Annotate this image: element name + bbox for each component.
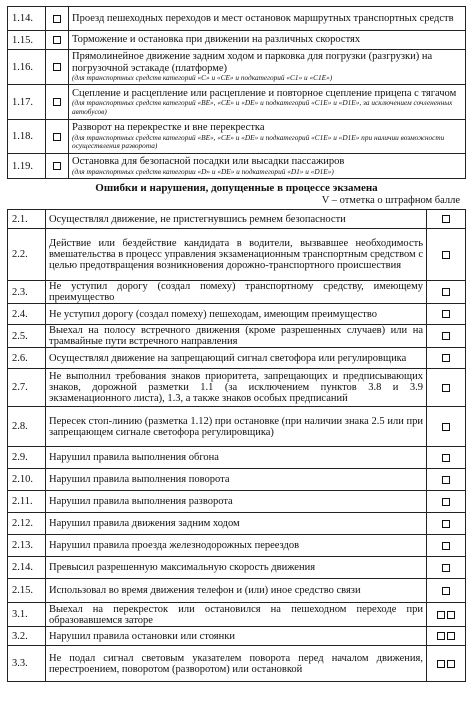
penalty-checkbox-cell — [427, 325, 466, 348]
maneuver-number: 1.16. — [8, 50, 46, 85]
error-number: 2.8. — [8, 407, 46, 447]
maneuver-description — [69, 7, 466, 31]
error-description: Не уступил дорогу (создал помеху) транспортному средству, имеющему преимущество — [46, 281, 427, 304]
maneuver-text: Остановка для безопасной посадки или высадки пассажиров — [72, 156, 345, 167]
error-number: 2.9. — [8, 447, 46, 469]
error-number: 2.11. — [8, 491, 46, 513]
error-row — [8, 348, 466, 369]
penalty-checkbox[interactable] — [447, 660, 455, 668]
maneuver-note: (для транспортных средств категорий «С» и «СЕ» и подкатегорий «С1» и «С1Е») — [72, 73, 333, 83]
maneuver-checkbox[interactable] — [53, 162, 61, 170]
maneuver-text: Прямолинейное движение задним ходом и парковка для погрузки (разгрузки) на погрузочной эстакаде (платформе) — [72, 51, 433, 74]
error-description: Не выполнил требования знаков приоритета, запрещающих и предписывающих знаков, дорожной разметки 1.1 (за исключением пунктов 3.8 и 3.9 экзаменационного листа), 1.3, а также знаков особых предписаний — [46, 369, 427, 407]
penalty-checkbox[interactable] — [437, 660, 445, 668]
error-number: 2.12. — [8, 513, 46, 535]
error-row — [8, 469, 466, 491]
error-number: 2.3. — [8, 281, 46, 304]
penalty-checkbox-cell — [427, 281, 466, 304]
maneuver-number: 1.14. — [8, 7, 46, 31]
error-row — [8, 407, 466, 447]
maneuver-checkbox[interactable] — [53, 133, 61, 141]
penalty-checkbox-cell — [427, 229, 466, 281]
error-description: Использовал во время движения телефон и (или) иное средство связи — [46, 579, 427, 603]
penalty-checkbox[interactable] — [442, 476, 450, 484]
error-description: Выехал на перекресток или остановился на пешеходном переходе при образовавшемся заторе — [46, 603, 427, 627]
exam-sheet — [7, 6, 466, 682]
maneuver-note: (для транспортных средств категорий «ВЕ», «СЕ» и «DE» и подкатегорий «С1Е» и «D1Е» при наличии возможности осуществления разворота) — [72, 132, 445, 151]
penalty-legend: V – отметка о штрафном балле — [321, 195, 460, 206]
maneuver-number: 1.15. — [8, 31, 46, 50]
penalty-checkbox-cell — [427, 369, 466, 407]
penalty-checkbox[interactable] — [447, 611, 455, 619]
penalty-checkbox[interactable] — [442, 310, 450, 318]
maneuver-row — [8, 85, 466, 120]
penalty-checkbox[interactable] — [442, 288, 450, 296]
error-number: 2.2. — [8, 229, 46, 281]
maneuver-checkbox-cell — [46, 120, 69, 154]
maneuver-number: 1.19. — [8, 154, 46, 179]
penalty-checkbox[interactable] — [442, 215, 450, 223]
error-number: 2.4. — [8, 304, 46, 325]
maneuvers-table — [7, 6, 466, 179]
error-number: 2.10. — [8, 469, 46, 491]
error-description: Не подал сигнал световым указателем поворота перед началом движения, перестроением, поворотом (разворотом) или остановкой — [46, 646, 427, 682]
error-description: Нарушил правила движения задним ходом — [46, 513, 427, 535]
error-description: Нарушил правила выполнения поворота — [46, 469, 427, 491]
error-row — [8, 513, 466, 535]
maneuver-checkbox-cell — [46, 154, 69, 179]
penalty-checkbox-cell — [427, 535, 466, 557]
error-number: 2.7. — [8, 369, 46, 407]
error-description: Пересек стоп-линию (разметка 1.12) при остановке (при наличии знака 2.5 или при запрещающем сигнале светофора регулировщика) — [46, 407, 427, 447]
error-description: Осуществлял движение, не пристегнувшись ремнем безопасности — [46, 210, 427, 229]
penalty-checkbox-cell — [427, 491, 466, 513]
maneuver-text: Торможение и остановка при движении на различных скоростях — [72, 34, 361, 46]
error-row — [8, 210, 466, 229]
penalty-checkbox[interactable] — [442, 384, 450, 392]
maneuver-description — [69, 120, 466, 154]
penalty-checkbox-cell — [427, 579, 466, 603]
maneuver-checkbox-cell — [46, 85, 69, 120]
error-row — [8, 325, 466, 348]
penalty-checkbox[interactable] — [442, 564, 450, 572]
error-description: Выехал на полосу встречного движения (кроме разрешенных случаев) или на трамвайные пути встречного направления — [46, 325, 427, 348]
error-row — [8, 369, 466, 407]
maneuver-checkbox-cell — [46, 31, 69, 50]
maneuver-checkbox-cell — [46, 50, 69, 85]
maneuver-description — [69, 154, 466, 179]
penalty-checkbox[interactable] — [437, 632, 445, 640]
error-number: 3.2. — [8, 627, 46, 646]
error-number: 2.15. — [8, 579, 46, 603]
penalty-checkbox[interactable] — [442, 520, 450, 528]
penalty-checkbox-cell — [427, 603, 466, 627]
error-description: Нарушил правила остановки или стоянки — [46, 627, 427, 646]
section-title: Ошибки и нарушения, допущенные в процессе экзамена — [95, 182, 378, 194]
penalty-checkbox-cell — [427, 304, 466, 325]
error-description: Превысил разрешенную максимальную скорость движения — [46, 557, 427, 579]
penalty-checkbox[interactable] — [442, 498, 450, 506]
penalty-checkbox-cell — [427, 627, 466, 646]
penalty-checkbox[interactable] — [442, 542, 450, 550]
penalty-checkbox-cell — [427, 513, 466, 535]
error-row — [8, 646, 466, 682]
penalty-checkbox[interactable] — [442, 251, 450, 259]
error-number: 3.1. — [8, 603, 46, 627]
penalty-checkbox[interactable] — [442, 454, 450, 462]
penalty-checkbox-cell — [427, 210, 466, 229]
maneuver-description — [69, 85, 466, 120]
error-number: 2.14. — [8, 557, 46, 579]
penalty-checkbox[interactable] — [442, 423, 450, 431]
maneuver-note: (для транспортных средств категорий «ВЕ», «СЕ» и «DE» и подкатегорий «С1Е» и «D1Е», за исключением сочлененных автобусов) — [72, 98, 453, 116]
error-row — [8, 557, 466, 579]
penalty-checkbox-cell — [427, 447, 466, 469]
error-number: 3.3. — [8, 646, 46, 682]
error-description: Не уступил дорогу (создал помеху) пешеходам, имеющим преимущество — [46, 304, 427, 325]
penalty-checkbox-cell — [427, 407, 466, 447]
error-row — [8, 491, 466, 513]
maneuver-checkbox[interactable] — [53, 36, 61, 44]
maneuver-text: Проезд пешеходных переходов и мест остановок маршрутных транспортных средств — [72, 12, 454, 24]
error-number: 2.1. — [8, 210, 46, 229]
maneuver-row — [8, 31, 466, 50]
maneuver-checkbox[interactable] — [53, 98, 61, 106]
error-row — [8, 447, 466, 469]
maneuver-checkbox-cell — [46, 7, 69, 31]
error-description: Нарушил правила проезда железнодорожных переездов — [46, 535, 427, 557]
penalty-checkbox[interactable] — [447, 632, 455, 640]
maneuver-text: Сцепление и расцепление или расцепление и повторное сцепление прицепа с тягачом — [72, 87, 457, 99]
penalty-checkbox[interactable] — [442, 587, 450, 595]
maneuver-number: 1.18. — [8, 120, 46, 154]
maneuver-checkbox[interactable] — [53, 15, 61, 23]
maneuver-row — [8, 50, 466, 85]
error-description: Нарушил правила выполнения обгона — [46, 447, 427, 469]
penalty-checkbox-cell — [427, 557, 466, 579]
penalty-checkbox[interactable] — [442, 354, 450, 362]
error-description: Действие или бездействие кандидата в водители, вызвавшее необходимость вмешательства в процесс управления экзаменационным транспортным средством с целью предотвращения возникновения дорожно-транспортного происшествия — [46, 229, 427, 281]
maneuver-row — [8, 154, 466, 179]
error-row — [8, 579, 466, 603]
maneuver-text: Разворот на перекрестке и вне перекрестка — [72, 122, 265, 134]
penalty-checkbox-cell — [427, 348, 466, 369]
maneuver-description — [69, 31, 466, 50]
penalty-checkbox[interactable] — [442, 332, 450, 340]
penalty-checkbox[interactable] — [437, 611, 445, 619]
error-number: 2.13. — [8, 535, 46, 557]
error-number: 2.5. — [8, 325, 46, 348]
maneuver-row — [8, 7, 466, 31]
penalty-checkbox-cell — [427, 469, 466, 491]
error-description: Осуществлял движение на запрещающий сигнал светофора или регулировщика — [46, 348, 427, 369]
error-row — [8, 304, 466, 325]
maneuver-note: (для транспортных средств категории «D» и «DE» и подкатегорий «D1» и «D1Е») — [72, 166, 334, 176]
penalty-checkbox-cell — [427, 646, 466, 682]
error-row — [8, 535, 466, 557]
error-row — [8, 229, 466, 281]
maneuver-number: 1.17. — [8, 85, 46, 120]
error-row — [8, 627, 466, 646]
errors-table — [7, 209, 466, 682]
error-row — [8, 603, 466, 627]
maneuver-description — [69, 50, 466, 85]
error-number: 2.6. — [8, 348, 46, 369]
maneuver-checkbox[interactable] — [53, 63, 61, 71]
maneuver-row — [8, 120, 466, 154]
error-row — [8, 281, 466, 304]
error-description: Нарушил правила выполнения разворота — [46, 491, 427, 513]
